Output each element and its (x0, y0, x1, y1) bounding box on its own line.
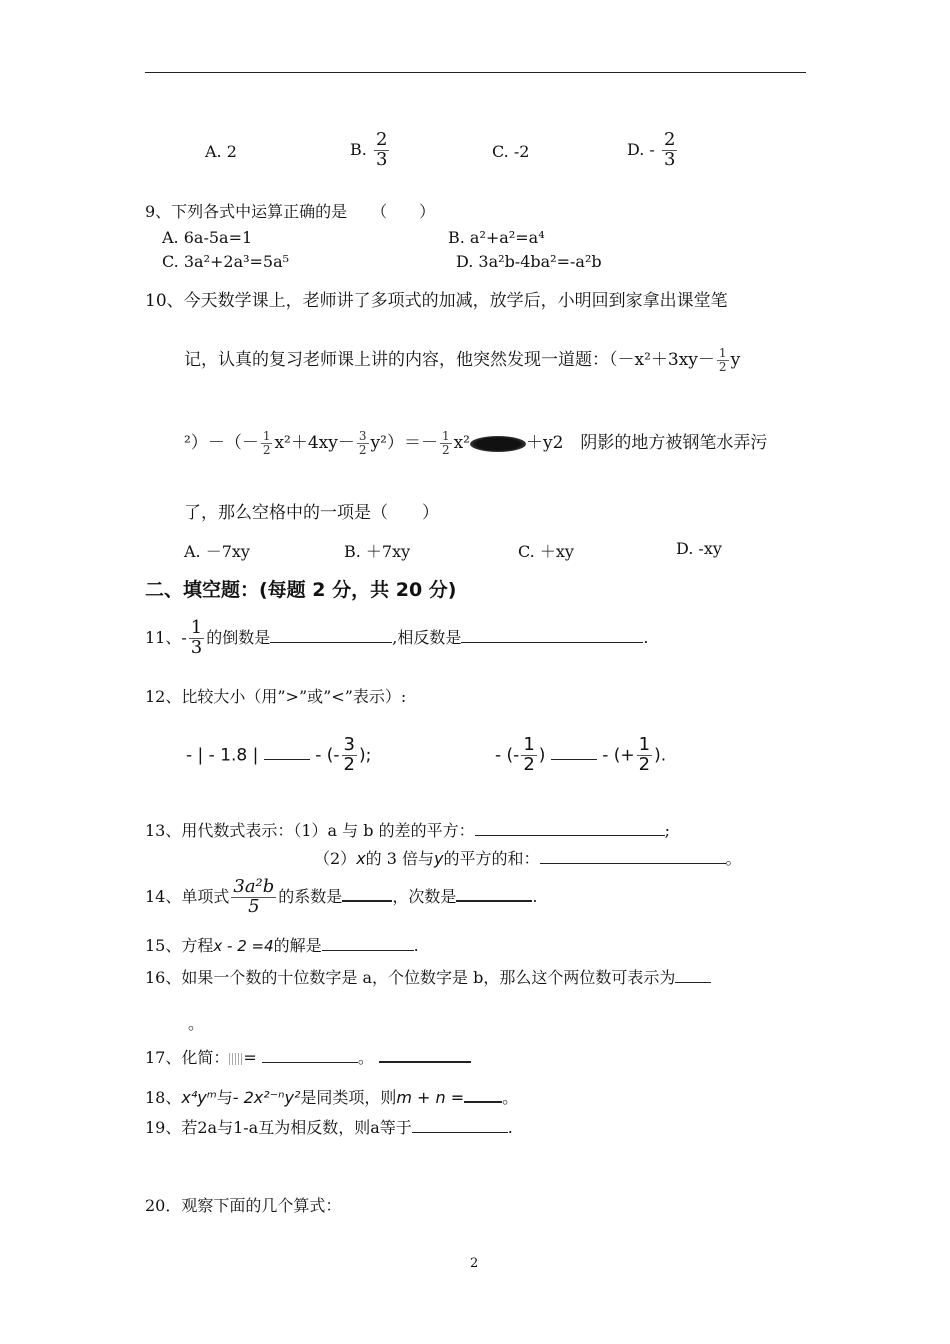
q17: 17、化简： = 。 (145, 1045, 471, 1068)
q9-stem: 9、下列各式中运算正确的是 （ ） (145, 202, 436, 221)
answer-blank[interactable] (461, 628, 643, 643)
q9-option-b: B. a²+a²=a⁴ (448, 228, 545, 247)
answer-blank[interactable] (540, 849, 726, 864)
q10-option-b: B. ＋7xy (344, 542, 411, 561)
answer-blank[interactable] (322, 936, 414, 951)
q9-option-a: A. 6a-5a=1 (162, 228, 253, 247)
q9-option-d: D. 3a²b-4ba²=-a²b (456, 252, 602, 271)
fraction: $\frac{1}{2}$ (523, 734, 535, 775)
answer-blank[interactable] (475, 821, 665, 836)
q15: 15、方程x - 2 =4的解是 . (145, 936, 419, 955)
q8-option-a: A. 2 (205, 142, 237, 161)
fraction: $\frac{1}{2}$ (262, 429, 271, 457)
answer-blank[interactable] (262, 1048, 358, 1063)
q10-option-a: A. －7xy (184, 542, 250, 561)
fraction: $\frac{1}{2}$ (718, 346, 727, 374)
q10-line1: 10、今天数学课上，老师讲了多项式的加减，放学后，小明回到家拿出课堂笔 (145, 291, 728, 311)
q10-option-c: C. ＋xy (518, 542, 574, 561)
q8-option-d: D. - $\frac{2}{3}$ (627, 129, 676, 170)
fraction: $\frac{2}{3}$ (663, 129, 676, 170)
section-heading: 二、填空题：(每题 2 分，共 20 分) (145, 579, 457, 601)
q13-line1: 13、用代数式表示：（1）a 与 b 的差的平方： ; (145, 821, 670, 840)
q9-option-c: C. 3a²+2a³=5a⁵ (162, 252, 290, 271)
answer-blank[interactable] (464, 1087, 502, 1103)
q8-option-b: B. $\frac{2}{3}$ (350, 129, 388, 170)
answer-blank[interactable] (379, 1047, 471, 1063)
answer-blank[interactable] (270, 628, 392, 643)
fraction: $\frac{1}{2}$ (638, 734, 651, 775)
q11: 11、- $\frac{1}{3}$ 的倒数是 ,相反数是 . (145, 617, 649, 658)
q12-left-compare: - | - 1.8 | - (- $\frac{3}{2}$ ); (186, 734, 372, 775)
fraction: $\frac{3}{2}$ (343, 734, 355, 775)
q16-line1: 16、如果一个数的十位数字是 a，个位数字是 b，那么这个两位数可表示为 (145, 965, 711, 988)
q16-line2: 。 (188, 1014, 205, 1033)
q8-option-c: C. -2 (492, 142, 530, 161)
q14: 14、单项式 $\frac{\text{3a²b}}{5}$ 的系数是 ，次数是 . (145, 876, 538, 917)
fraction: $\frac{1}{2}$ (441, 429, 450, 457)
q19: 19、若2a与1-a互为相反数，则a等于 . (145, 1118, 513, 1137)
answer-blank[interactable] (456, 886, 532, 902)
garbled-expression (229, 1053, 243, 1065)
header-rule (145, 72, 806, 73)
q18: 18、x⁴yᵐ与- 2x²⁻ⁿy²是同类项，则m + n = 。 (145, 1088, 519, 1107)
q20: 20．观察下面的几个算式： (145, 1196, 342, 1215)
fraction: $\frac{1}{3}$ (190, 617, 203, 658)
q10-line3: ²）－（－ $\frac{1}{2}$ x²＋4xy－ $\frac{3}{2}$ y²）＝－ $\frac{1}{2}$ x² ＋y2 阴影的地方被钢笔水弄污 (184, 429, 768, 457)
answer-blank[interactable] (342, 886, 392, 902)
q12-stem: 12、比较大小（用”>”或”<”表示）: (145, 687, 407, 706)
answer-blank[interactable] (412, 1118, 508, 1133)
ink-blot (470, 436, 526, 452)
fraction: $\frac{2}{3}$ (375, 129, 388, 170)
fraction: $\frac{3}{2}$ (358, 429, 367, 457)
q10-option-d: D. -xy (676, 539, 722, 558)
q13-line2: （2）x的 3 倍与y的平方的和： 。 (314, 849, 742, 868)
answer-blank[interactable] (551, 745, 597, 760)
fraction: $\frac{\text{3a²b}}{5}$ (233, 876, 275, 917)
q10-line4: 了，那么空格中的一项是（ ） (184, 503, 439, 523)
answer-blank[interactable] (675, 968, 711, 983)
q12-right-compare: - (- $\frac{1}{2}$ ) - (+ $\frac{1}{2}$ ). (495, 734, 667, 775)
q10-line2: 记，认真的复习老师课上讲的内容，他突然发现一道题：（－x²＋3xy－ $\frac{1}{2}$ y (184, 346, 741, 374)
page-number: 2 (470, 1256, 479, 1271)
answer-blank[interactable] (264, 745, 310, 760)
